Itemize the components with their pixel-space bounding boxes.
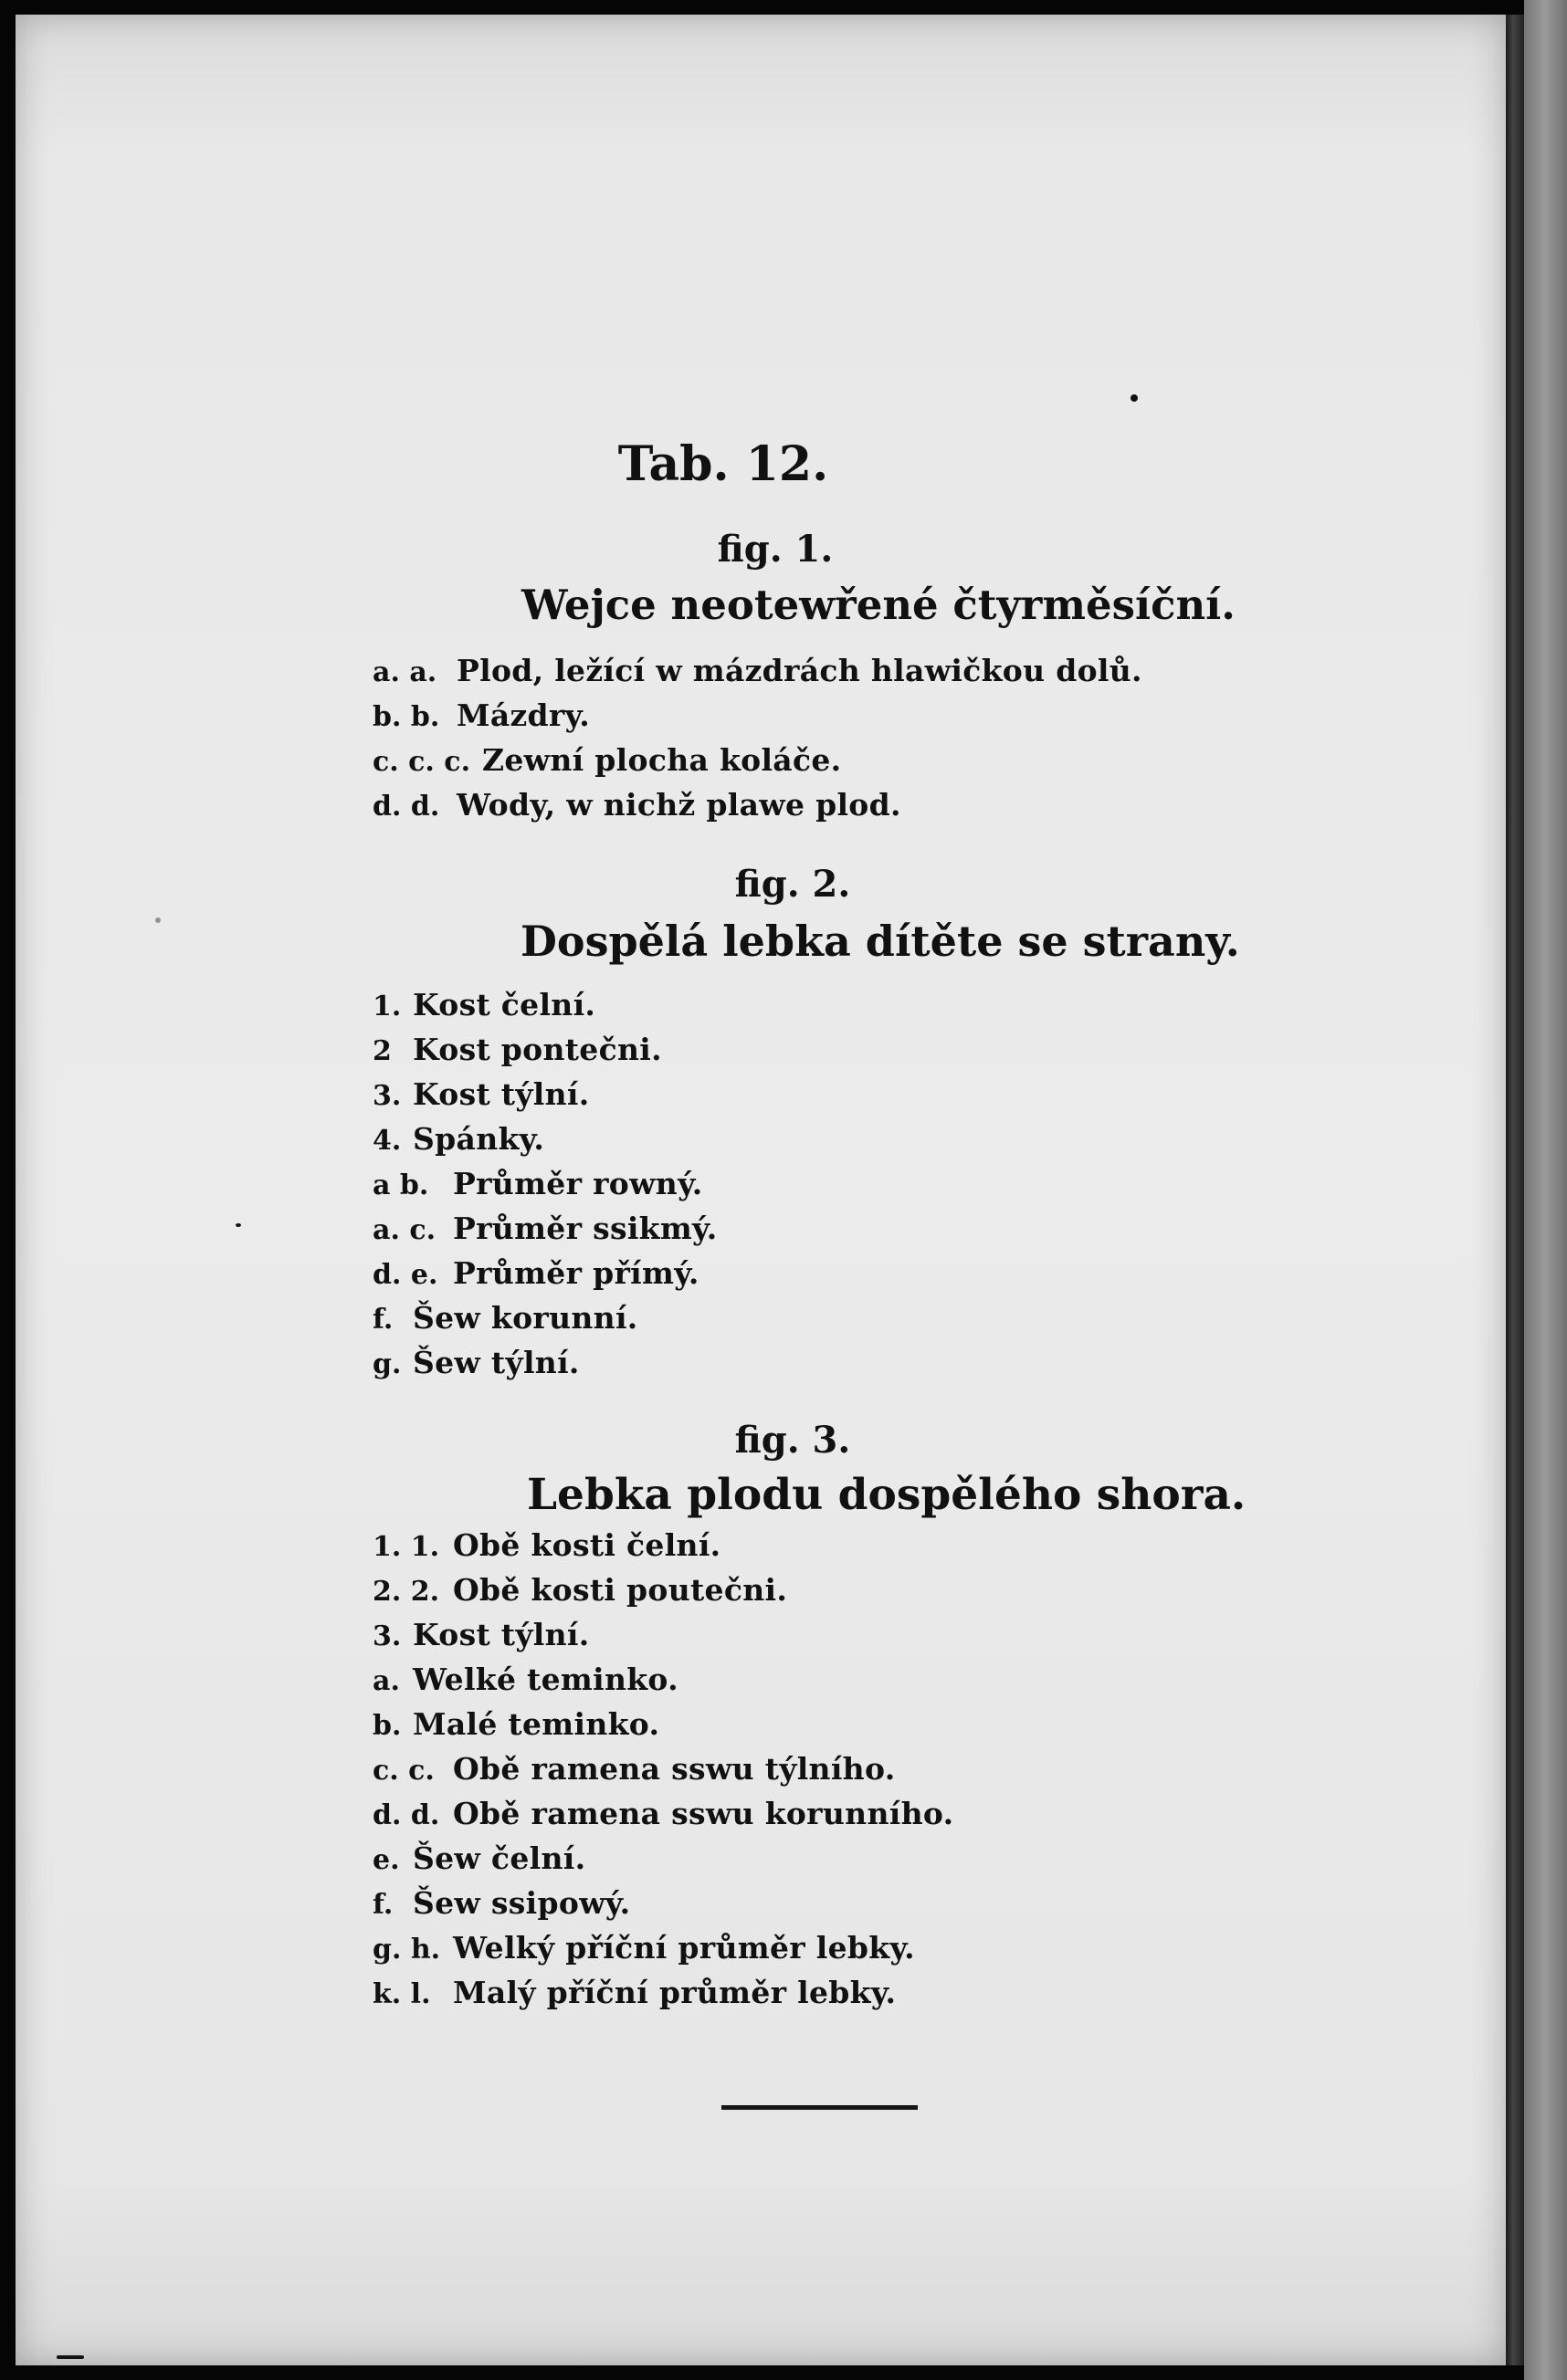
legend-item bbox=[373, 738, 1142, 782]
legend-key: a. bbox=[373, 1665, 400, 1697]
legend-key: 3. bbox=[373, 1620, 402, 1652]
legend-item bbox=[373, 693, 1142, 738]
ink-speck bbox=[1131, 394, 1138, 402]
legend-key: c. c. c. bbox=[373, 746, 471, 778]
legend-text: Malé teminko. bbox=[413, 1706, 660, 1742]
legend-text: Spánky. bbox=[413, 1121, 545, 1157]
legend-text: Obě ramena sswu týlního. bbox=[453, 1751, 896, 1787]
legend-text: Průměr rowný. bbox=[453, 1166, 703, 1201]
legend-item bbox=[373, 1657, 953, 1702]
legend-text: Obě ramena sswu korunního. bbox=[453, 1796, 954, 1831]
legend-text: Šew čelní. bbox=[413, 1840, 586, 1876]
ink-speck bbox=[155, 917, 161, 923]
legend-key: c. c. bbox=[373, 1755, 435, 1787]
legend-text: Welký příční průměr lebky. bbox=[453, 1930, 915, 1966]
legend-item bbox=[373, 1791, 953, 1836]
legend-item bbox=[373, 1925, 953, 1970]
legend-text: Šew korunní. bbox=[413, 1300, 638, 1336]
legend-item bbox=[373, 1340, 718, 1385]
legend-item bbox=[373, 1836, 953, 1881]
legend-text: Obě kosti poutečni. bbox=[453, 1572, 788, 1608]
legend-item bbox=[373, 1567, 953, 1612]
legend-key: g. bbox=[373, 1348, 402, 1380]
legend-key: 1. bbox=[373, 991, 402, 1022]
legend-key: d. e. bbox=[373, 1259, 438, 1291]
legend-key: d. d. bbox=[373, 1799, 440, 1831]
legend-key: a. a. bbox=[373, 656, 437, 688]
ink-speck bbox=[57, 2355, 84, 2359]
legend-key: 1. 1. bbox=[373, 1531, 440, 1563]
legend-text: Obě kosti čelní. bbox=[453, 1527, 721, 1563]
figure-2-legend bbox=[373, 982, 718, 1385]
legend-item bbox=[373, 1295, 718, 1340]
legend-item bbox=[373, 1881, 953, 1925]
legend-item bbox=[373, 1746, 953, 1791]
ink-speck bbox=[236, 1223, 241, 1227]
legend-key: 4. bbox=[373, 1125, 402, 1157]
figure-3-legend bbox=[373, 1523, 953, 2015]
figure-2-heading: Dospělá lebka dítěte se strany. bbox=[521, 917, 1240, 966]
legend-key: f. bbox=[373, 1304, 394, 1336]
legend-text: Mázdry. bbox=[457, 697, 591, 733]
legend-item bbox=[373, 1161, 718, 1206]
legend-text: Zewní plocha koláče. bbox=[482, 742, 842, 778]
figure-1-legend bbox=[373, 648, 1142, 827]
legend-key: a. c. bbox=[373, 1214, 436, 1246]
legend-key: f. bbox=[373, 1889, 394, 1921]
figure-2-label: fig. 2. bbox=[734, 863, 851, 906]
legend-item bbox=[373, 982, 718, 1027]
legend-item bbox=[373, 1702, 953, 1746]
legend-key: 2. 2. bbox=[373, 1576, 440, 1608]
legend-item bbox=[373, 1027, 718, 1072]
legend-text: Šew týlní. bbox=[413, 1345, 580, 1380]
legend-item bbox=[373, 1523, 953, 1567]
legend-key: d. d. bbox=[373, 791, 440, 823]
figure-1-heading: Wejce neotewřené čtyrměsíční. bbox=[521, 581, 1236, 629]
legend-text: Šew ssipowý. bbox=[413, 1885, 631, 1921]
table-title: Tab. 12. bbox=[617, 436, 829, 492]
legend-text: Malý příční průměr lebky. bbox=[453, 1975, 897, 2010]
scanner-margin bbox=[1524, 0, 1567, 2380]
legend-text: Welké teminko. bbox=[413, 1662, 678, 1697]
legend-text: Průměr přímý. bbox=[453, 1255, 699, 1291]
legend-key: 2 bbox=[373, 1035, 392, 1067]
legend-key: b. bbox=[373, 1710, 402, 1742]
legend-key: g. h. bbox=[373, 1934, 441, 1966]
figure-1-label: fig. 1. bbox=[717, 528, 834, 571]
legend-text: Průměr ssikmý. bbox=[453, 1211, 718, 1246]
legend-item bbox=[373, 1251, 718, 1295]
legend-text: Wody, w nichž plawe plod. bbox=[457, 787, 901, 823]
closing-rule bbox=[721, 2105, 918, 2110]
legend-key: k. l. bbox=[373, 1978, 431, 2010]
legend-item bbox=[373, 1072, 718, 1117]
page-edge-shadow bbox=[1506, 15, 1524, 2365]
legend-item bbox=[373, 782, 1142, 827]
legend-item bbox=[373, 1206, 718, 1251]
figure-3-heading: Lebka plodu dospělého shora. bbox=[527, 1470, 1246, 1520]
legend-item bbox=[373, 1612, 953, 1657]
legend-text: Kost pontečni. bbox=[413, 1032, 662, 1067]
legend-text: Plod, ležící w mázdrách hlawičkou dolů. bbox=[457, 653, 1142, 688]
legend-item bbox=[373, 1970, 953, 2015]
legend-key: e. bbox=[373, 1844, 400, 1876]
legend-item bbox=[373, 648, 1142, 693]
legend-text: Kost týlní. bbox=[413, 1076, 590, 1112]
figure-3-label: fig. 3. bbox=[734, 1419, 851, 1462]
legend-key: a b. bbox=[373, 1169, 429, 1201]
legend-item bbox=[373, 1117, 718, 1161]
legend-key: 3. bbox=[373, 1080, 402, 1112]
legend-key: b. b. bbox=[373, 701, 440, 733]
legend-text: Kost týlní. bbox=[413, 1617, 590, 1652]
legend-text: Kost čelní. bbox=[413, 987, 596, 1022]
